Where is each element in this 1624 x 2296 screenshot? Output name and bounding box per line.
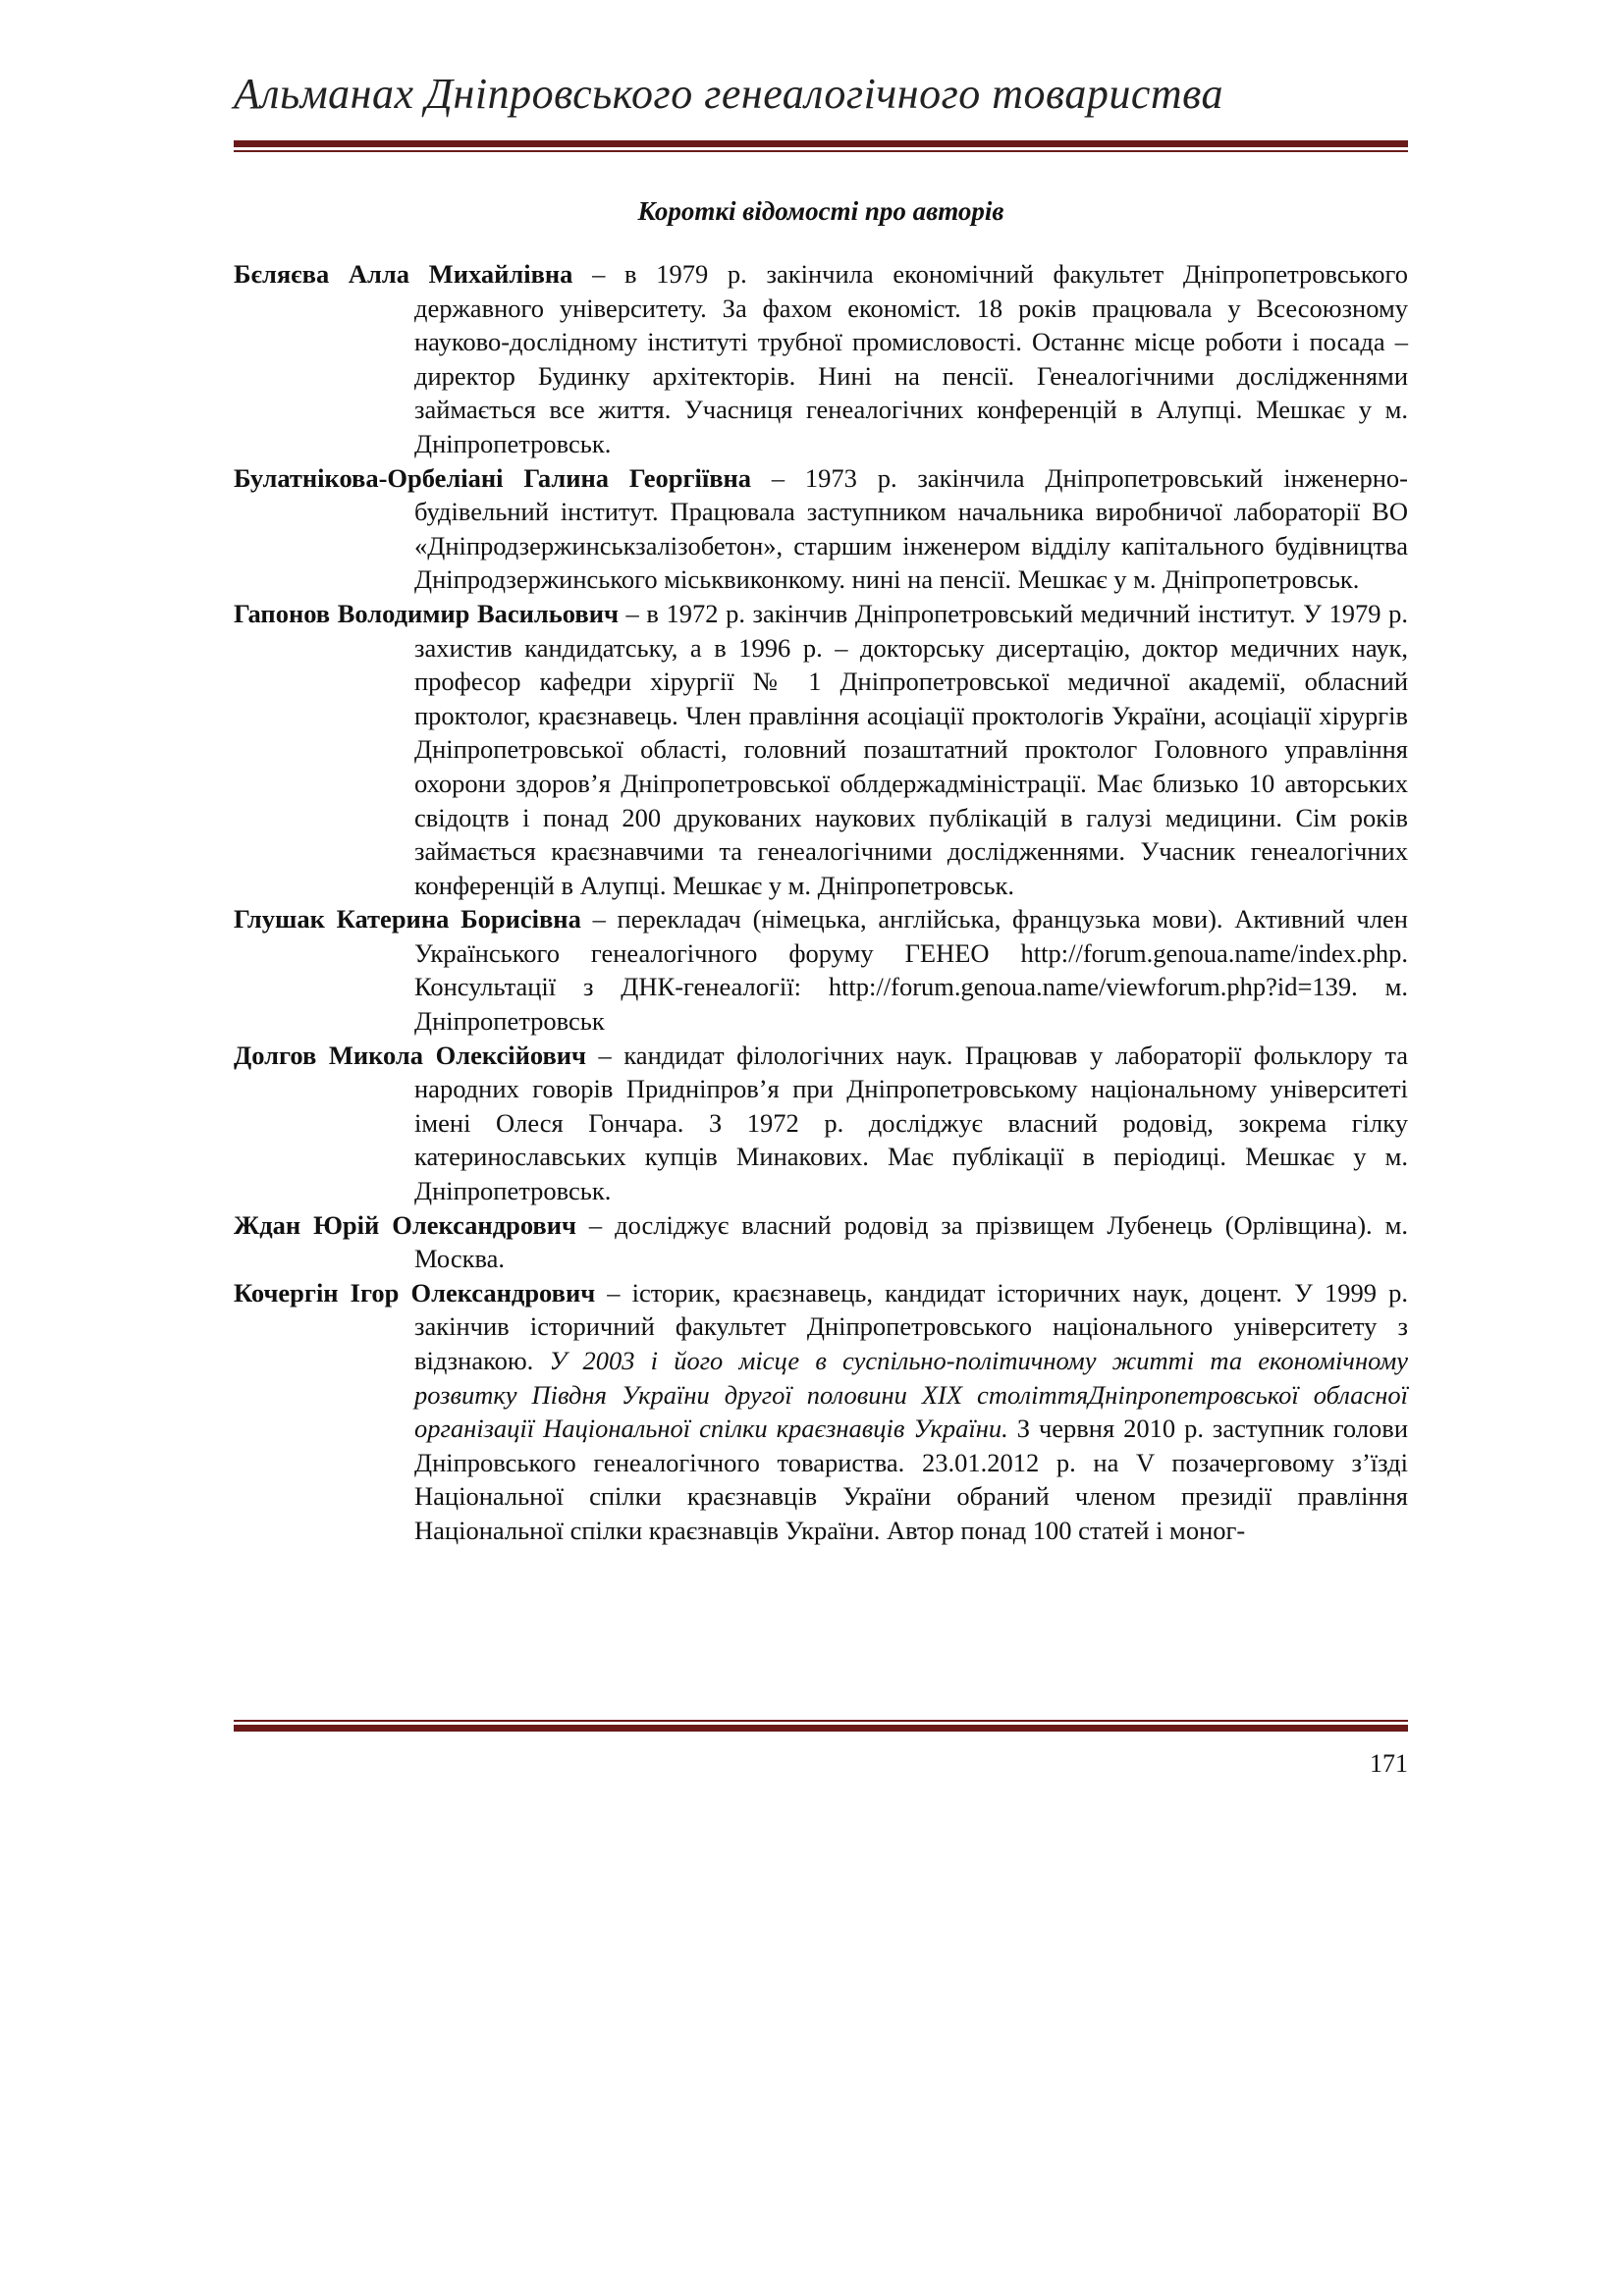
author-entry — [234, 461, 1408, 597]
page-number: 171 — [1370, 1749, 1408, 1778]
running-head-title: Альманах Дніпровського генеалогічного товариства — [234, 70, 1223, 118]
author-entry — [234, 1208, 1408, 1276]
author-entry — [234, 257, 1408, 461]
section-title: Короткі відомості про авторів — [637, 196, 1004, 226]
author-name: Глушак Катерина Борисівна — [234, 904, 581, 934]
author-name: Кочергін Ігор Олександрович — [234, 1277, 596, 1308]
author-bio: – кандидат філологічних наук. Працював у лабораторії фольклору та народних говорів Придніпров’я при Дніпропетровському національному університеті імені Олеся Гончара. З 1972 р. досліджує власний родовід, зокрема гілку катеринославських купців Минакових. Має публікації в періодиці. Мешкає у м. Дніпропетровськ. — [414, 1040, 1408, 1206]
author-bio-italic: У 2003 і його місце в суспільно-політичному житті та економічному розвитку Півдня України другої половини XIX століттяДніпропетровської обласної організації Національної спілки краєзнавців України. — [414, 1346, 1409, 1444]
author-entry — [234, 1039, 1408, 1208]
author-name: Гапонов Володимир Васильович — [234, 598, 619, 628]
author-bio: – в 1972 р. закінчив Дніпропетровський медичний інститут. У 1979 р. захистив кандидатську, а в 1996 р. – докторську дисертацію, доктор медичних наук, професор кафедри хірургії № 1 Дніпропетровської медичної академії, обласний проктолог, краєзнавець. Член правління асоціації проктологів України, асоціації хірургів Дніпропетровської області, головний позаштатний проктолог Головного управління охорони здоров’я Дніпропетровської облдержадміністрації. Має близько 10 авторських свідоцтв і понад 200 друкованих наукових публікацій в галузі медицини. Сім років займається краєзнавчими та генеалогічними дослідженнями. Учасник генеалогічних конференцій в Алупці. Мешкає у м. Дніпропетровськ. — [414, 598, 1409, 900]
author-bio: – історик, краєзнавець, кандидат історичних наук, доцент. У 1999 р. закінчив історичний факультет Дніпропетровського національного університету з відзнакою. — [414, 1277, 1408, 1375]
header-rule — [234, 140, 1408, 152]
author-name: Булатнікова-Орбеліані Галина Георгіївна — [234, 462, 752, 493]
author-name: Долгов Микола Олексійович — [234, 1040, 586, 1070]
author-entry — [234, 1276, 1408, 1548]
author-bio: – перекладач (німецька, англійська, французька мови). Активний член Українського генеалогічного форуму ГЕНЕО http://forum.genoua.name/index.php. Консультації з ДНК-генеалогії: http://forum.genoua.name/viewforum.php?id=139. м. Дніпропетровськ — [414, 904, 1408, 1037]
author-bio-continued: З червня 2010 р. заступник голови Дніпровського генеалогічного товариства. 23.01.2012 р. на V позачерговому з’їзді Національної спілки краєзнавців України обраний членом президії правління Національної спілки краєзнавців України. Автор понад 100 статей і моног- — [414, 1414, 1409, 1545]
author-name: Бєляєва Алла Михайлівна — [234, 259, 573, 289]
author-bio: – 1973 р. закінчила Дніпропетровський інженерно-будівельний інститут. Працювала заступником начальника виробничої лабораторії ВО «Дніпродзержинськзалізобетон», старшим інженером відділу капітального будівництва Дніпродзержинського міськвиконкому. нині на пенсії. Мешкає у м. Дніпропетровськ. — [414, 462, 1408, 595]
author-bio: – досліджує власний родовід за прізвищем Лубенець (Орлівщина). м. Москва. — [414, 1209, 1408, 1274]
author-entry — [234, 597, 1408, 902]
author-list — [234, 257, 1408, 1548]
author-entry — [234, 902, 1408, 1038]
author-bio: – в 1979 р. закінчила економічний факультет Дніпропетровського державного університету. За фахом економіст. 18 років працювала у Всесоюзному науково-дослідному інституті трубної промисловості. Останнє місце роботи і посада – директор Будинку архітекторів. Нині на пенсії. Генеалогічними дослідженнями займається все життя. Учасниця генеалогічних конференцій в Алупці. Мешкає у м. Дніпропетровськ. — [414, 259, 1408, 458]
footer-rule — [234, 1720, 1408, 1732]
author-name: Ждан Юрій Олександрович — [234, 1209, 576, 1240]
